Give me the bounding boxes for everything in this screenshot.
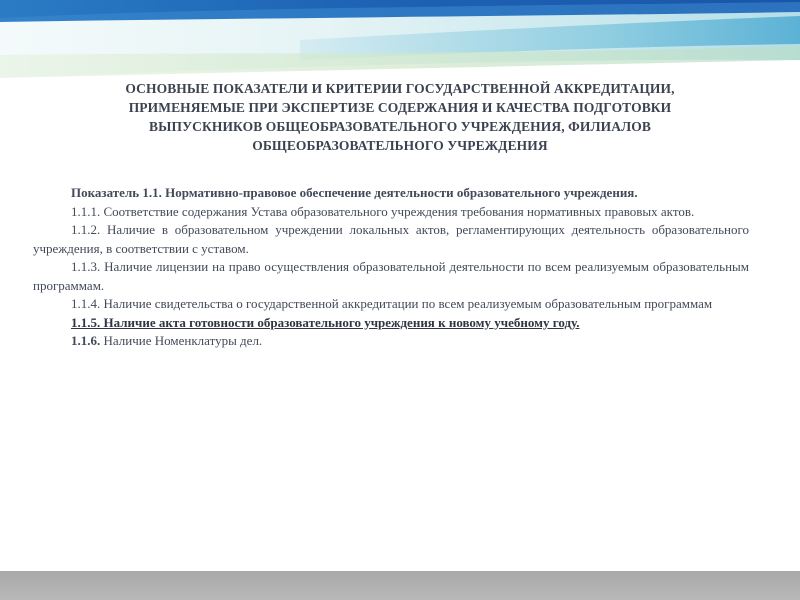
criterion-item: 1.1.2. Наличие в образовательном учреждении локальных актов, регламентирующих деятельность образовательного учреждения, в соответствии с уставом. (33, 222, 749, 256)
criteria-body (33, 184, 749, 351)
title-line-3: ВЫПУСКНИКОВ ОБЩЕОБРАЗОВАТЕЛЬНОГО УЧРЕЖДЕНИЯ, ФИЛИАЛОВ (149, 119, 651, 134)
title-line-2: ПРИМЕНЯЕМЫЕ ПРИ ЭКСПЕРТИЗЕ СОДЕРЖАНИЯ И КАЧЕСТВА ПОДГОТОВКИ (128, 100, 672, 115)
slide-title (60, 79, 740, 155)
title-line-1: ОСНОВНЫЕ ПОКАЗАТЕЛИ И КРИТЕРИИ ГОСУДАРСТВЕННОЙ АККРЕДИТАЦИИ, (125, 81, 675, 96)
criterion-item-highlighted: 1.1.5. Наличие акта готовности образовательного учреждения к новому учебному году. (71, 314, 580, 330)
criterion-item: 1.1.4. Наличие свидетельства о государственной аккредитации по всем реализуемым образовательным программам (71, 296, 713, 311)
criterion-item: 1.1.1. Соответствие содержания Устава образовательного учреждения требования нормативных правовых актов. (71, 203, 695, 219)
footer-bar (0, 571, 800, 600)
criterion-text: Наличие Номенклатуры дел. (100, 333, 263, 348)
criterion-item (33, 332, 749, 351)
header-banner (0, 0, 800, 88)
title-line-4: ОБЩЕОБРАЗОВАТЕЛЬНОГО УЧРЕЖДЕНИЯ (252, 138, 548, 153)
criterion-item: 1.1.3. Наличие лицензии на право осуществления образовательной деятельности по всем реализуемым образовательным программам. (33, 259, 749, 293)
indicator-heading: Показатель 1.1. Нормативно-правовое обеспечение деятельности образовательного учреждения. (71, 185, 638, 200)
banner-graphic (0, 0, 800, 88)
criterion-number: 1.1.6. (71, 333, 101, 348)
